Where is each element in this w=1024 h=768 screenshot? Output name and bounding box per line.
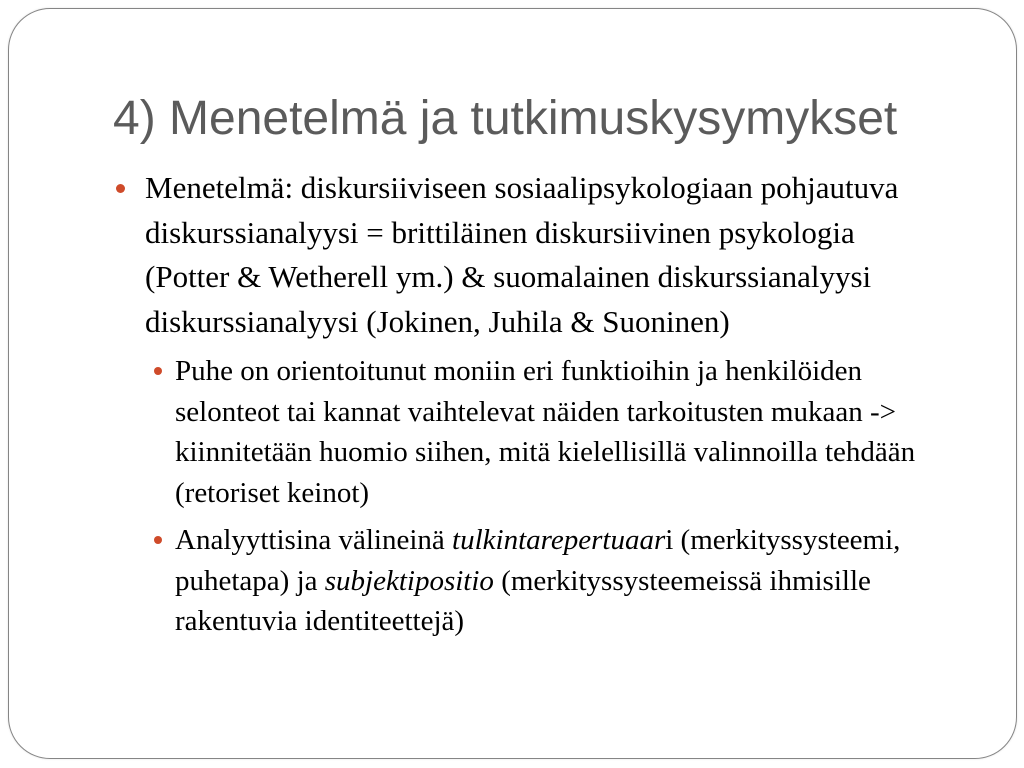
sub-bullet-line: Puhe on orientoitunut moniin eri funktioihin ja henkilöiden [175,355,863,387]
bullet-line: Menetelmä: diskursiiviseen sosiaalipsykologiaan pohjautuva [145,170,899,205]
sub-bullet-dot-icon [154,536,162,544]
bullet-dot-icon [116,184,125,193]
italic-term: tulkintarepertuaar [452,524,666,556]
bullet-main [145,166,898,344]
bullet-line: diskurssianalyysi (Jokinen, Juhila & Suoninen) [145,303,730,339]
bullet-line: (Potter & Wetherell ym.) & suomalainen diskurssianalyysi [145,259,872,294]
line-text: (merkityssysteemeissä ihmisille [493,564,871,597]
sub-bullet-line [175,520,900,561]
line-text: i (merkityssysteemi, [665,524,901,556]
slide-title: 4) Menetelmä ja tutkimuskysymykset [113,92,898,145]
sub-bullet-line: (retoriset keinot) [175,476,370,509]
italic-term: subjektipositio [324,564,494,597]
sub-bullet-line [175,601,900,642]
sub-bullet-dot-icon [154,367,162,375]
bullet-line: diskurssianalyysi = brittiläinen diskursiivinen psykologia [145,214,855,250]
line-text: Analyyttisina välineinä [175,524,453,556]
sub-bullet-line: selonteot tai kannat vaihtelevat näiden tarkoitusten mukaan -> [175,395,896,428]
line-text: rakentuvia identiteettejä) [175,605,465,637]
sub-bullet-line: kiinnitetään huomio siihen, mitä kielellisillä valinnoilla tehdään [175,436,916,468]
sub-bullet-tools [175,520,900,642]
line-text: puhetapa) ja [175,564,325,597]
sub-bullet-line [175,561,900,602]
sub-bullet-speech [175,351,915,513]
